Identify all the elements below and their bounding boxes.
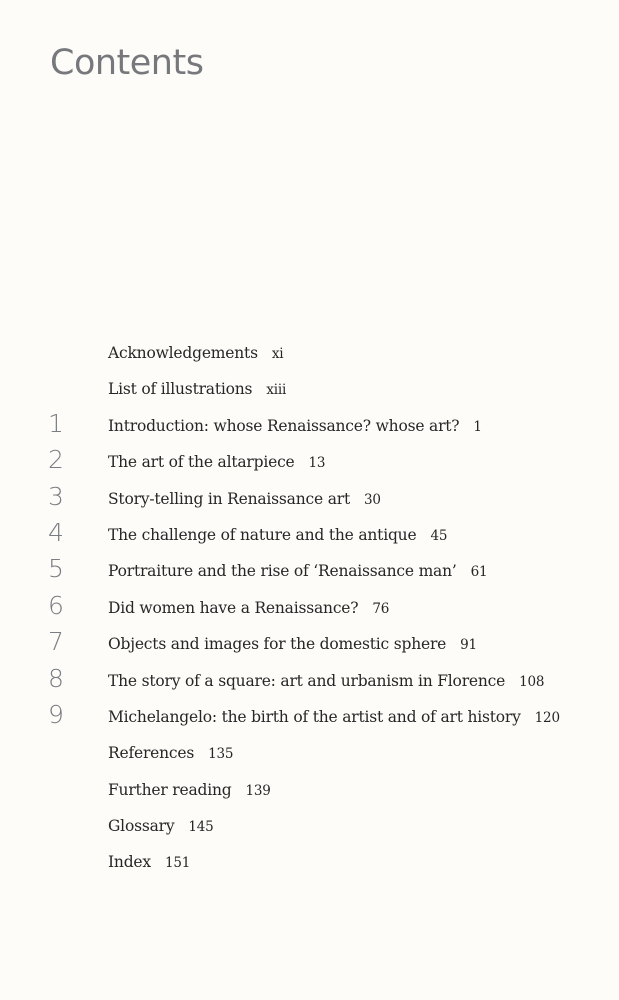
entry-page-number: 151 xyxy=(164,855,191,872)
table-of-contents xyxy=(0,335,619,881)
toc-entry[interactable] xyxy=(0,335,619,371)
entry-title: Portraiture and the rise of ‘Renaissance man’ xyxy=(108,562,457,581)
entry-text xyxy=(108,735,233,772)
entry-text xyxy=(108,663,544,700)
entry-title: Index xyxy=(108,853,151,872)
entry-text xyxy=(108,808,214,845)
chapter-number: 7 xyxy=(48,627,64,657)
entry-page-number: 30 xyxy=(363,491,381,508)
chapter-number: 9 xyxy=(48,699,64,729)
entry-text xyxy=(108,408,482,445)
entry-page-number: 135 xyxy=(208,746,234,763)
toc-entry[interactable] xyxy=(0,663,619,699)
chapter-number: 3 xyxy=(48,481,64,511)
toc-entry[interactable] xyxy=(0,444,619,480)
entry-text xyxy=(108,590,389,627)
entry-title: The story of a square: art and urbanism in Florence xyxy=(108,671,506,690)
toc-entry[interactable] xyxy=(0,808,619,844)
toc-entry[interactable] xyxy=(0,517,619,553)
toc-entry[interactable] xyxy=(0,481,619,517)
toc-entry[interactable] xyxy=(0,371,619,407)
toc-entry[interactable] xyxy=(0,735,619,771)
toc-entry[interactable] xyxy=(0,772,619,808)
chapter-number: 6 xyxy=(48,590,64,620)
entry-page-number: 139 xyxy=(245,782,271,799)
entry-page-number: 1 xyxy=(473,418,482,435)
chapter-number: 8 xyxy=(48,663,64,693)
toc-entry[interactable] xyxy=(0,844,619,880)
page-title: Contents xyxy=(50,43,204,83)
entry-text xyxy=(108,517,447,554)
entry-page-number: 120 xyxy=(534,709,560,726)
entry-title: Did women have a Renaissance? xyxy=(108,598,359,617)
chapter-number: 5 xyxy=(48,554,64,584)
entry-title: The art of the altarpiece xyxy=(108,453,295,472)
entry-text xyxy=(108,371,286,408)
chapter-number: 4 xyxy=(48,517,64,547)
entry-title: References xyxy=(108,744,195,763)
entry-page-number: xiii xyxy=(266,382,287,399)
entry-title: Story-telling in Renaissance art xyxy=(108,489,350,508)
entry-title: Further reading xyxy=(108,780,232,799)
entry-page-number: 76 xyxy=(372,600,390,617)
toc-entry[interactable] xyxy=(0,626,619,662)
toc-entry[interactable] xyxy=(0,408,619,444)
entry-text xyxy=(108,772,271,809)
entry-title: Michelangelo: the birth of the artist and of art history xyxy=(108,707,521,726)
chapter-number: 1 xyxy=(48,408,64,438)
entry-page-number: 145 xyxy=(188,819,214,836)
chapter-number: 2 xyxy=(48,445,64,475)
entry-title: Acknowledgements xyxy=(108,344,258,362)
entry-page-number: 61 xyxy=(470,564,488,581)
entry-page-number: 13 xyxy=(308,455,326,472)
toc-entry[interactable] xyxy=(0,553,619,589)
entry-text xyxy=(108,444,325,481)
entry-text xyxy=(108,553,487,590)
entry-text xyxy=(108,481,381,518)
entry-page-number: 45 xyxy=(430,527,448,544)
entry-text xyxy=(108,626,477,663)
entry-page-number: xi xyxy=(271,346,284,362)
entry-page-number: 91 xyxy=(460,637,477,654)
entry-title: The challenge of nature and the antique xyxy=(108,525,417,544)
entry-text xyxy=(108,699,560,736)
entry-text xyxy=(108,335,283,372)
entry-page-number: 108 xyxy=(519,673,545,690)
entry-text xyxy=(108,844,190,881)
toc-entry[interactable] xyxy=(0,590,619,626)
entry-title: Objects and images for the domestic sphere xyxy=(108,635,447,654)
entry-title: Glossary xyxy=(108,817,175,836)
toc-entry[interactable] xyxy=(0,699,619,735)
entry-title: List of illustrations xyxy=(108,380,253,399)
entry-title: Introduction: whose Renaissance? whose art? xyxy=(108,416,460,435)
